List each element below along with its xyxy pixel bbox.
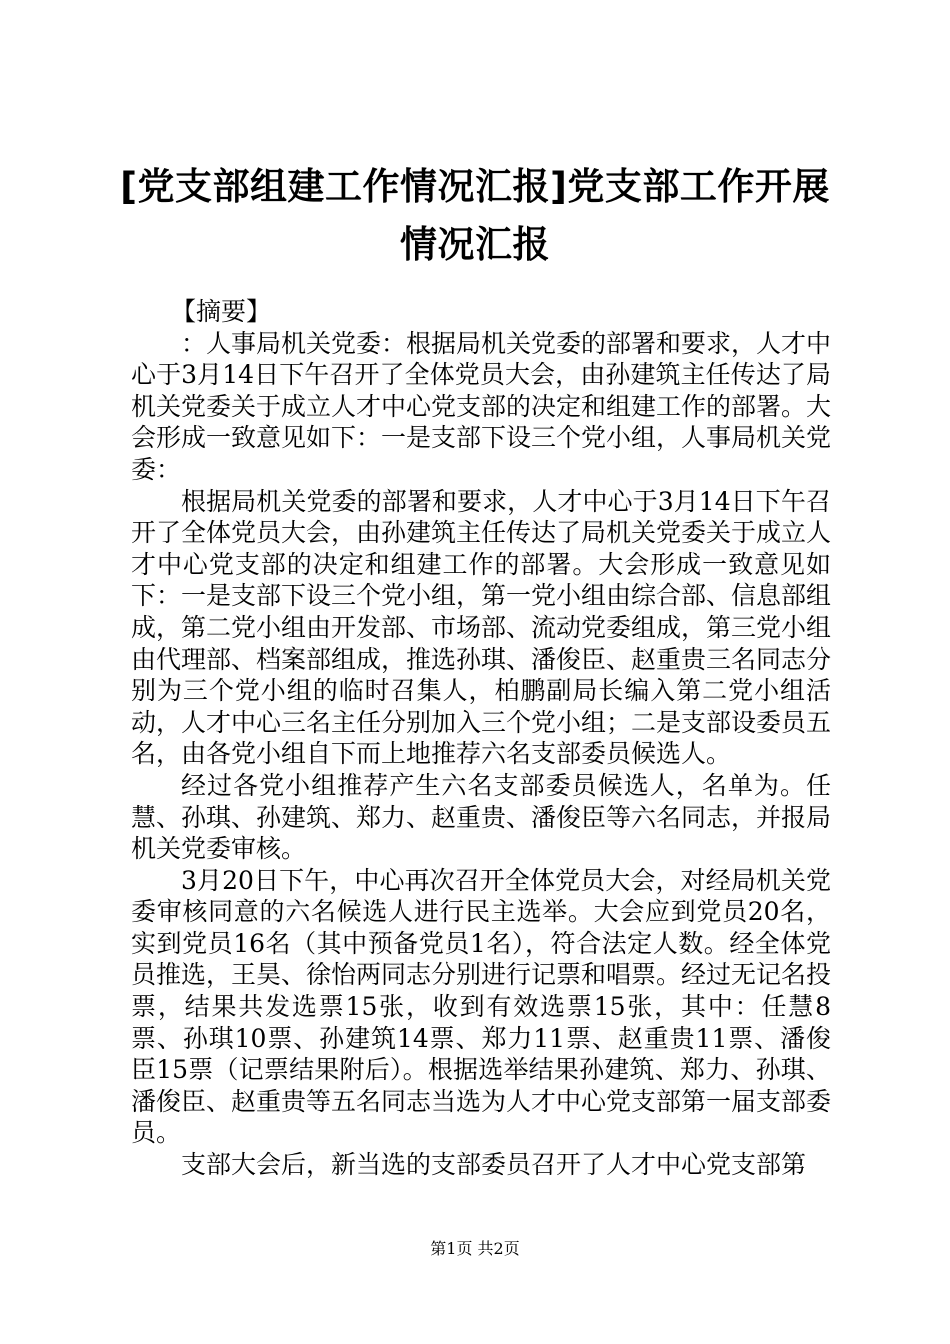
document-title: [党支部组建工作情况汇报]党支部工作开展情况汇报 (120, 165, 830, 266)
paragraph: 根据局机关党委的部署和要求，人才中心于3月14日下午召开了全体党员大会，由孙建筑主任传达了局机关党委关于成立人才中心党支部的决定和组建工作的部署。大会形成一致意见如下：一是支部下设三个党小组，第一党小组由综合部、信息部组成，第二党小组由开发部、市场部、流动党委组成，第三党小组由代理部、档案部组成，推选孙琪、潘俊臣、赵重贵三名同志分别为三个党小组的临时召集人，柏鹏副局长编入第二党小组活动，人才中心三名主任分别加入三个党小组；二是支部设委员五名，由各党小组自下而上地推荐六名支部委员候选人。 (131, 486, 832, 769)
document-body (131, 296, 831, 1181)
paragraph: 支部大会后，新当选的支部委员召开了人才中心党支部第 (181, 1150, 807, 1180)
paragraph: ：人事局机关党委：根据局机关党委的部署和要求，人才中心于3月14日下午召开了全体党员大会，由孙建筑主任传达了局机关党委关于成立人才中心党支部的决定和组建工作的部署。大会形成一致意见如下：一是支部下设三个党小组，人事局机关党委： (131, 328, 832, 484)
page-footer: 第1页 共2页 (430, 1239, 520, 1258)
paragraph: 3月20日下午，中心再次召开全体党员大会，对经局机关党委审核同意的六名候选人进行民主选举。大会应到党员20名，实到党员16名（其中预备党员1名），符合法定人数。经全体党员推选，王昊、徐怡两同志分别进行记票和唱票。经过无记名投票，结果共发选票15张，收到有效选票15张，其中：任慧8票、孙琪10票、孙建筑14票、郑力11票、赵重贵11票、潘俊臣15票（记票结果附后）。根据选举结果孙建筑、郑力、孙琪、潘俊臣、赵重贵等五名同志当选为人才中心党支部第一届支部委员。 (131, 865, 832, 1148)
paragraph: 经过各党小组推荐产生六名支部委员候选人，名单为。任慧、孙琪、孙建筑、郑力、赵重贵、潘俊臣等六名同志，并报局机关党委审核。 (131, 770, 832, 864)
summary-label: 【摘要】 (171, 297, 272, 326)
